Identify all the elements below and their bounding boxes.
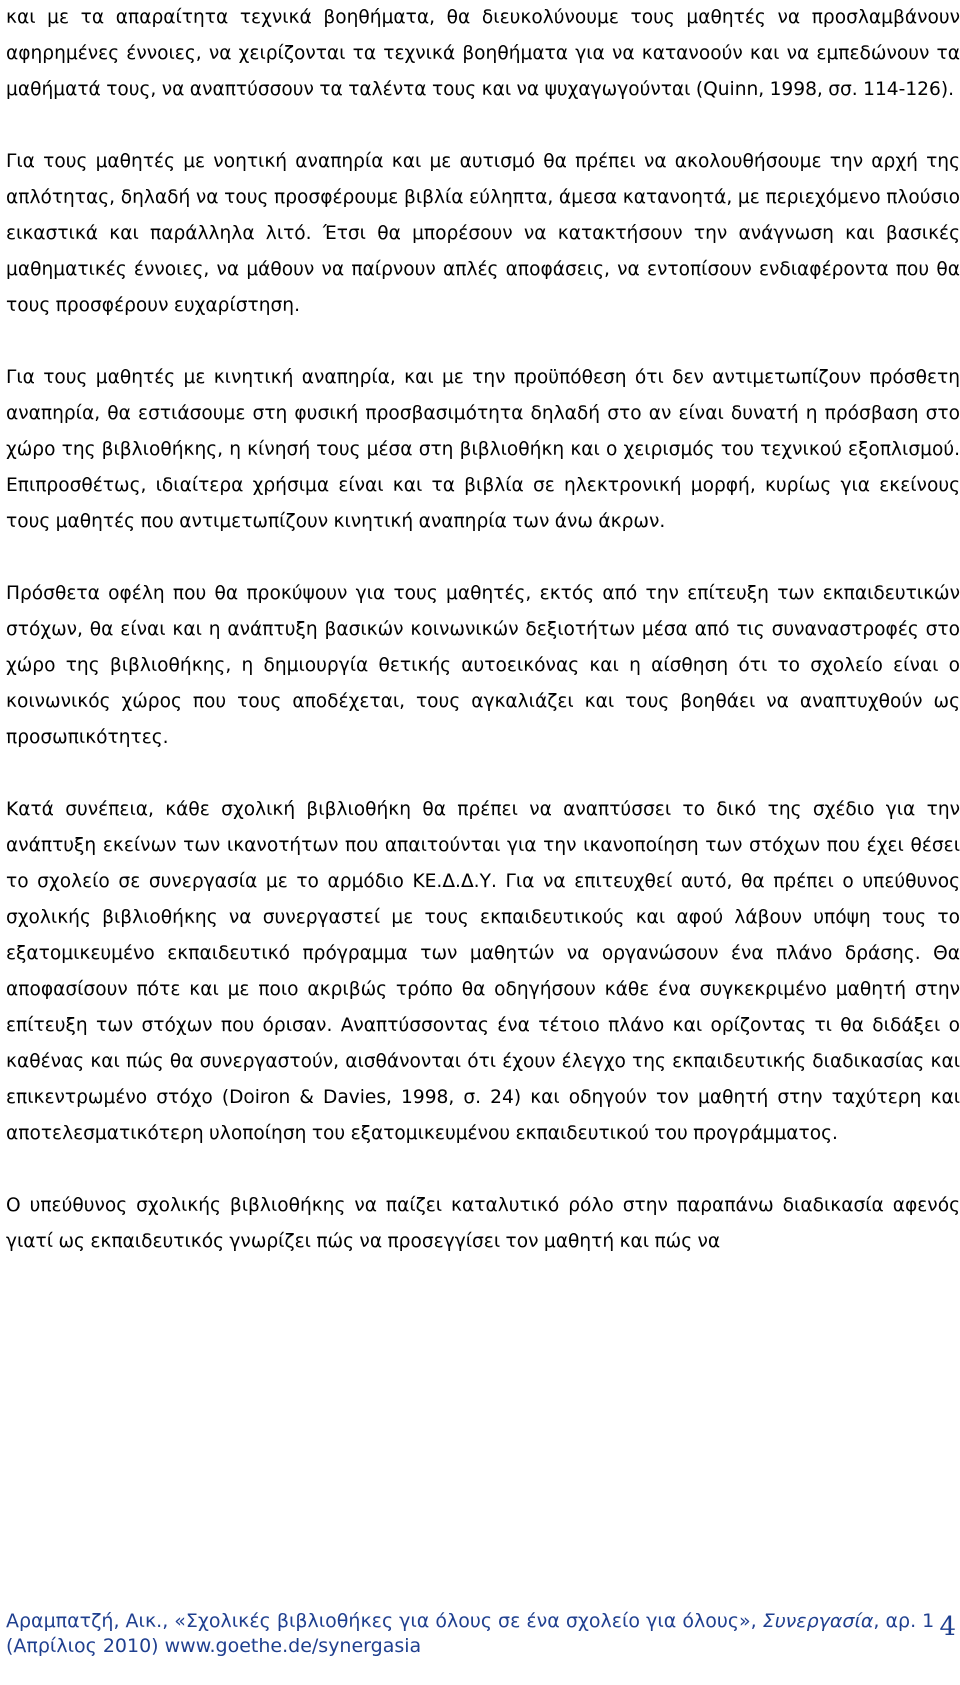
paragraph-5: Κατά συνέπεια, κάθε σχολική βιβλιοθήκη θα πρέπει να αναπτύσσει το δικό της σχέδιο για την ανάπτυξη εκείνων των ικανοτήτων που απαιτούνται για την ικανοποίηση των στόχων που έχει θέσει το σχολείο σε συνεργασία με το αρμόδιο ΚΕ.Δ.Δ.Υ. Για να επιτευχθεί αυτό, θα πρέπει ο υπεύθυνος σχολικής βιβλιοθήκης να συνεργαστεί με τους εκπαιδευτικούς και αφού λάβουν υπόψη τους το εξατομικευμένο εκπαιδευτικό πρόγραμμα των μαθητών να οργανώσουν ένα πλάνο δράσης. Θα αποφασίσουν πότε και με ποιο ακριβώς τρόπο θα οδηγήσουν κάθε ένα συγκεκριμένο μαθητή στην επίτευξη των στόχων που όρισαν. Αναπτύσσοντας ένα τέτοιο πλάνο και ορίζοντας τι θα διδάξει ο καθένας και πώς θα συνεργαστούν, αισθάνονται ότι έχουν έλεγχο της εκπαιδευτικής διαδικασίας και επικεντρωμένο στόχο (Doiron & Davies, 1998, σ. 24) και οδηγούν τον μαθητή στην ταχύτερη και αποτελεσματικότερη υλοποίηση του εξατομικευμένου εκπαιδευτικού του προγράμματος. xyxy=(6,799,960,1144)
paragraph-2: Για τους μαθητές με νοητική αναπηρία και με αυτισμό θα πρέπει να ακολουθήσουμε την αρχή της απλότητας, δηλαδή να τους προσφέρουμε βιβλία εύληπτα, άμεσα κατανοητά, με περιεχόμενο πλούσιο εικαστικά και παράλληλα λιτό. Έτσι θα μπορέσουν να κατακτήσουν την ανάγνωση και βασικές μαθηματικές έννοιες, να μάθουν να παίρνουν απλές αποφάσεις, να εντοπίσουν ενδιαφέροντα που θα τους προσφέρουν ευχαρίστηση. xyxy=(6,151,960,316)
footer-citation-suffix: , αρ. 1 xyxy=(873,1610,935,1632)
paragraph-3: Για τους μαθητές με κινητική αναπηρία, και με την προϋπόθεση ότι δεν αντιμετωπίζουν πρόσθετη αναπηρία, θα εστιάσουμε στη φυσική προσβασιμότητα δηλαδή στο αν είναι δυνατή η πρόσβαση στο χώρο της βιβλιοθήκης, η κίνησή τους μέσα στη βιβλιοθήκη και ο χειρισμός του τεχνικού εξοπλισμού. Επιπροσθέτως, ιδιαίτερα χρήσιμα είναι και τα βιβλία σε ηλεκτρονική μορφή, κυρίως για εκείνους τους μαθητές που αντιμετωπίζουν κινητική αναπηρία των άνω άκρων. xyxy=(6,367,960,532)
page-footer xyxy=(6,1609,960,1679)
document-page xyxy=(6,0,960,1296)
footer-citation-prefix: Αραμπατζή, Αικ., «Σχολικές βιβλιοθήκες για όλους σε ένα σχολείο για όλους», xyxy=(6,1610,763,1632)
footer-citation xyxy=(6,1609,960,1634)
footer-date-url: (Απρίλιος 2010) www.goethe.de/synergasia xyxy=(6,1635,422,1657)
footer-journal-title: Συνεργασία xyxy=(762,1610,874,1632)
page-number: 4 xyxy=(939,1612,956,1642)
paragraph-6: Ο υπεύθυνος σχολικής βιβλιοθήκης να παίζει καταλυτικό ρόλο στην παραπάνω διαδικασία αφενός γιατί ως εκπαιδευτικός γνωρίζει πώς να προσεγγίσει τον μαθητή και πώς να xyxy=(6,1195,960,1252)
paragraph-1: και με τα απαραίτητα τεχνικά βοηθήματα, θα διευκολύνουμε τους μαθητές να προσλαμβάνουν αφηρημένες έννοιες, να χειρίζονται τα τεχνικά βοηθήματα για να κατανοούν και να εμπεδώνουν τα μαθήματά τους, να αναπτύσσουν τα ταλέντα τους και να ψυχαγωγούνται (Quinn, 1998, σσ. 114-126). xyxy=(6,7,960,100)
paragraph-4: Πρόσθετα οφέλη που θα προκύψουν για τους μαθητές, εκτός από την επίτευξη των εκπαιδευτικών στόχων, θα είναι και η ανάπτυξη βασικών κοινωνικών δεξιοτήτων μέσα από τις συναναστροφές στο χώρο της βιβλιοθήκης, η δημιουργία θετικής αυτοεικόνας και η αίσθηση ότι το σχολείο είναι ο κοινωνικός χώρος που τους αποδέχεται, τους αγκαλιάζει και τους βοηθάει να αναπτυχθούν ως προσωπικότητες. xyxy=(6,583,960,748)
